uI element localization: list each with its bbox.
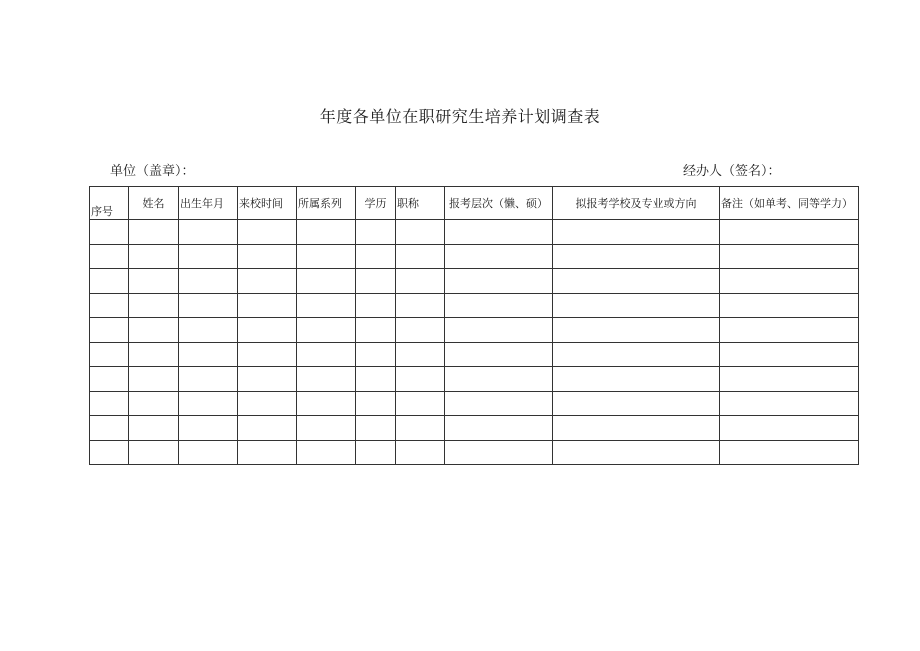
cell-entry-date[interactable] [238, 269, 297, 294]
cell-department-series[interactable] [297, 342, 356, 367]
cell-entry-date[interactable] [238, 220, 297, 245]
cell-department-series[interactable] [297, 391, 356, 416]
cell-education[interactable] [356, 342, 396, 367]
header-target-school: 拟报考学校及专业或方向 [553, 187, 720, 220]
table-row [90, 318, 859, 343]
cell-target-school[interactable] [553, 244, 720, 269]
cell-education[interactable] [356, 391, 396, 416]
cell-job-title[interactable] [396, 318, 445, 343]
header-job-title: 职称 [396, 187, 445, 220]
table-row [90, 293, 859, 318]
cell-serial-number[interactable] [90, 220, 129, 245]
cell-exam-level[interactable] [445, 342, 553, 367]
cell-entry-date[interactable] [238, 318, 297, 343]
cell-target-school[interactable] [553, 367, 720, 392]
cell-job-title[interactable] [396, 440, 445, 465]
cell-entry-date[interactable] [238, 440, 297, 465]
cell-name[interactable] [129, 440, 179, 465]
cell-exam-level[interactable] [445, 244, 553, 269]
cell-serial-number[interactable] [90, 440, 129, 465]
table-row [90, 416, 859, 441]
header-name: 姓名 [129, 187, 179, 220]
cell-department-series[interactable] [297, 293, 356, 318]
cell-birth-date[interactable] [179, 440, 238, 465]
cell-job-title[interactable] [396, 293, 445, 318]
table-body [90, 220, 859, 465]
cell-serial-number[interactable] [90, 416, 129, 441]
cell-entry-date[interactable] [238, 342, 297, 367]
cell-job-title[interactable] [396, 269, 445, 294]
cell-job-title[interactable] [396, 244, 445, 269]
table-row [90, 269, 859, 294]
cell-serial-number[interactable] [90, 244, 129, 269]
cell-serial-number[interactable] [90, 269, 129, 294]
cell-department-series[interactable] [297, 440, 356, 465]
handler-signature-label: 经办人（签名）： [683, 164, 781, 179]
cell-target-school[interactable] [553, 269, 720, 294]
cell-name[interactable] [129, 293, 179, 318]
cell-serial-number[interactable] [90, 293, 129, 318]
cell-serial-number[interactable] [90, 367, 129, 392]
cell-name[interactable] [129, 220, 179, 245]
cell-remarks[interactable] [720, 416, 859, 441]
cell-department-series[interactable] [297, 220, 356, 245]
cell-department-series[interactable] [297, 318, 356, 343]
header-department-series: 所属系列 [297, 187, 356, 220]
cell-birth-date[interactable] [179, 220, 238, 245]
table-row [90, 367, 859, 392]
cell-job-title[interactable] [396, 367, 445, 392]
cell-name[interactable] [129, 269, 179, 294]
table-row [90, 220, 859, 245]
cell-exam-level[interactable] [445, 220, 553, 245]
cell-target-school[interactable] [553, 416, 720, 441]
cell-remarks[interactable] [720, 440, 859, 465]
page-title: 年度各单位在职研究生培养计划调查表 [319, 107, 601, 126]
cell-entry-date[interactable] [238, 416, 297, 441]
header-serial-number: 序号 [90, 187, 129, 220]
cell-birth-date[interactable] [179, 293, 238, 318]
header-entry-date: 来校时间 [238, 187, 297, 220]
cell-name[interactable] [129, 244, 179, 269]
cell-exam-level[interactable] [445, 391, 553, 416]
unit-stamp-label: 单位（盖章）： [110, 164, 195, 179]
cell-education[interactable] [356, 244, 396, 269]
cell-job-title[interactable] [396, 342, 445, 367]
cell-birth-date[interactable] [179, 367, 238, 392]
cell-education[interactable] [356, 416, 396, 441]
cell-remarks[interactable] [720, 391, 859, 416]
header-exam-level: 报考层次（懒、硕） [445, 187, 553, 220]
cell-entry-date[interactable] [238, 391, 297, 416]
cell-remarks[interactable] [720, 269, 859, 294]
cell-birth-date[interactable] [179, 391, 238, 416]
cell-education[interactable] [356, 293, 396, 318]
cell-education[interactable] [356, 440, 396, 465]
table-header-row [90, 187, 859, 220]
cell-education[interactable] [356, 220, 396, 245]
table-row [90, 244, 859, 269]
cell-birth-date[interactable] [179, 269, 238, 294]
cell-remarks[interactable] [720, 367, 859, 392]
table-row [90, 391, 859, 416]
cell-birth-date[interactable] [179, 318, 238, 343]
cell-remarks[interactable] [720, 342, 859, 367]
cell-education[interactable] [356, 269, 396, 294]
cell-birth-date[interactable] [179, 244, 238, 269]
cell-education[interactable] [356, 367, 396, 392]
cell-exam-level[interactable] [445, 416, 553, 441]
cell-target-school[interactable] [553, 293, 720, 318]
cell-job-title[interactable] [396, 220, 445, 245]
cell-name[interactable] [129, 367, 179, 392]
cell-department-series[interactable] [297, 367, 356, 392]
cell-remarks[interactable] [720, 220, 859, 245]
cell-target-school[interactable] [553, 391, 720, 416]
cell-department-series[interactable] [297, 244, 356, 269]
cell-job-title[interactable] [396, 391, 445, 416]
cell-exam-level[interactable] [445, 318, 553, 343]
cell-exam-level[interactable] [445, 269, 553, 294]
cell-entry-date[interactable] [238, 244, 297, 269]
cell-remarks[interactable] [720, 318, 859, 343]
cell-name[interactable] [129, 391, 179, 416]
cell-education[interactable] [356, 318, 396, 343]
cell-name[interactable] [129, 416, 179, 441]
cell-birth-date[interactable] [179, 416, 238, 441]
cell-target-school[interactable] [553, 342, 720, 367]
cell-job-title[interactable] [396, 416, 445, 441]
cell-exam-level[interactable] [445, 367, 553, 392]
cell-serial-number[interactable] [90, 342, 129, 367]
cell-target-school[interactable] [553, 318, 720, 343]
cell-birth-date[interactable] [179, 342, 238, 367]
cell-name[interactable] [129, 342, 179, 367]
survey-table [89, 186, 859, 465]
cell-serial-number[interactable] [90, 318, 129, 343]
cell-target-school[interactable] [553, 440, 720, 465]
table-row [90, 342, 859, 367]
cell-remarks[interactable] [720, 244, 859, 269]
cell-department-series[interactable] [297, 416, 356, 441]
table-row [90, 440, 859, 465]
cell-name[interactable] [129, 318, 179, 343]
cell-remarks[interactable] [720, 293, 859, 318]
cell-target-school[interactable] [553, 220, 720, 245]
cell-serial-number[interactable] [90, 391, 129, 416]
header-remarks: 备注（如单考、同等学力） [720, 187, 859, 220]
header-birth-date: 出生年月 [179, 187, 238, 220]
cell-entry-date[interactable] [238, 293, 297, 318]
header-education: 学历 [356, 187, 396, 220]
cell-exam-level[interactable] [445, 293, 553, 318]
cell-entry-date[interactable] [238, 367, 297, 392]
cell-department-series[interactable] [297, 269, 356, 294]
cell-exam-level[interactable] [445, 440, 553, 465]
